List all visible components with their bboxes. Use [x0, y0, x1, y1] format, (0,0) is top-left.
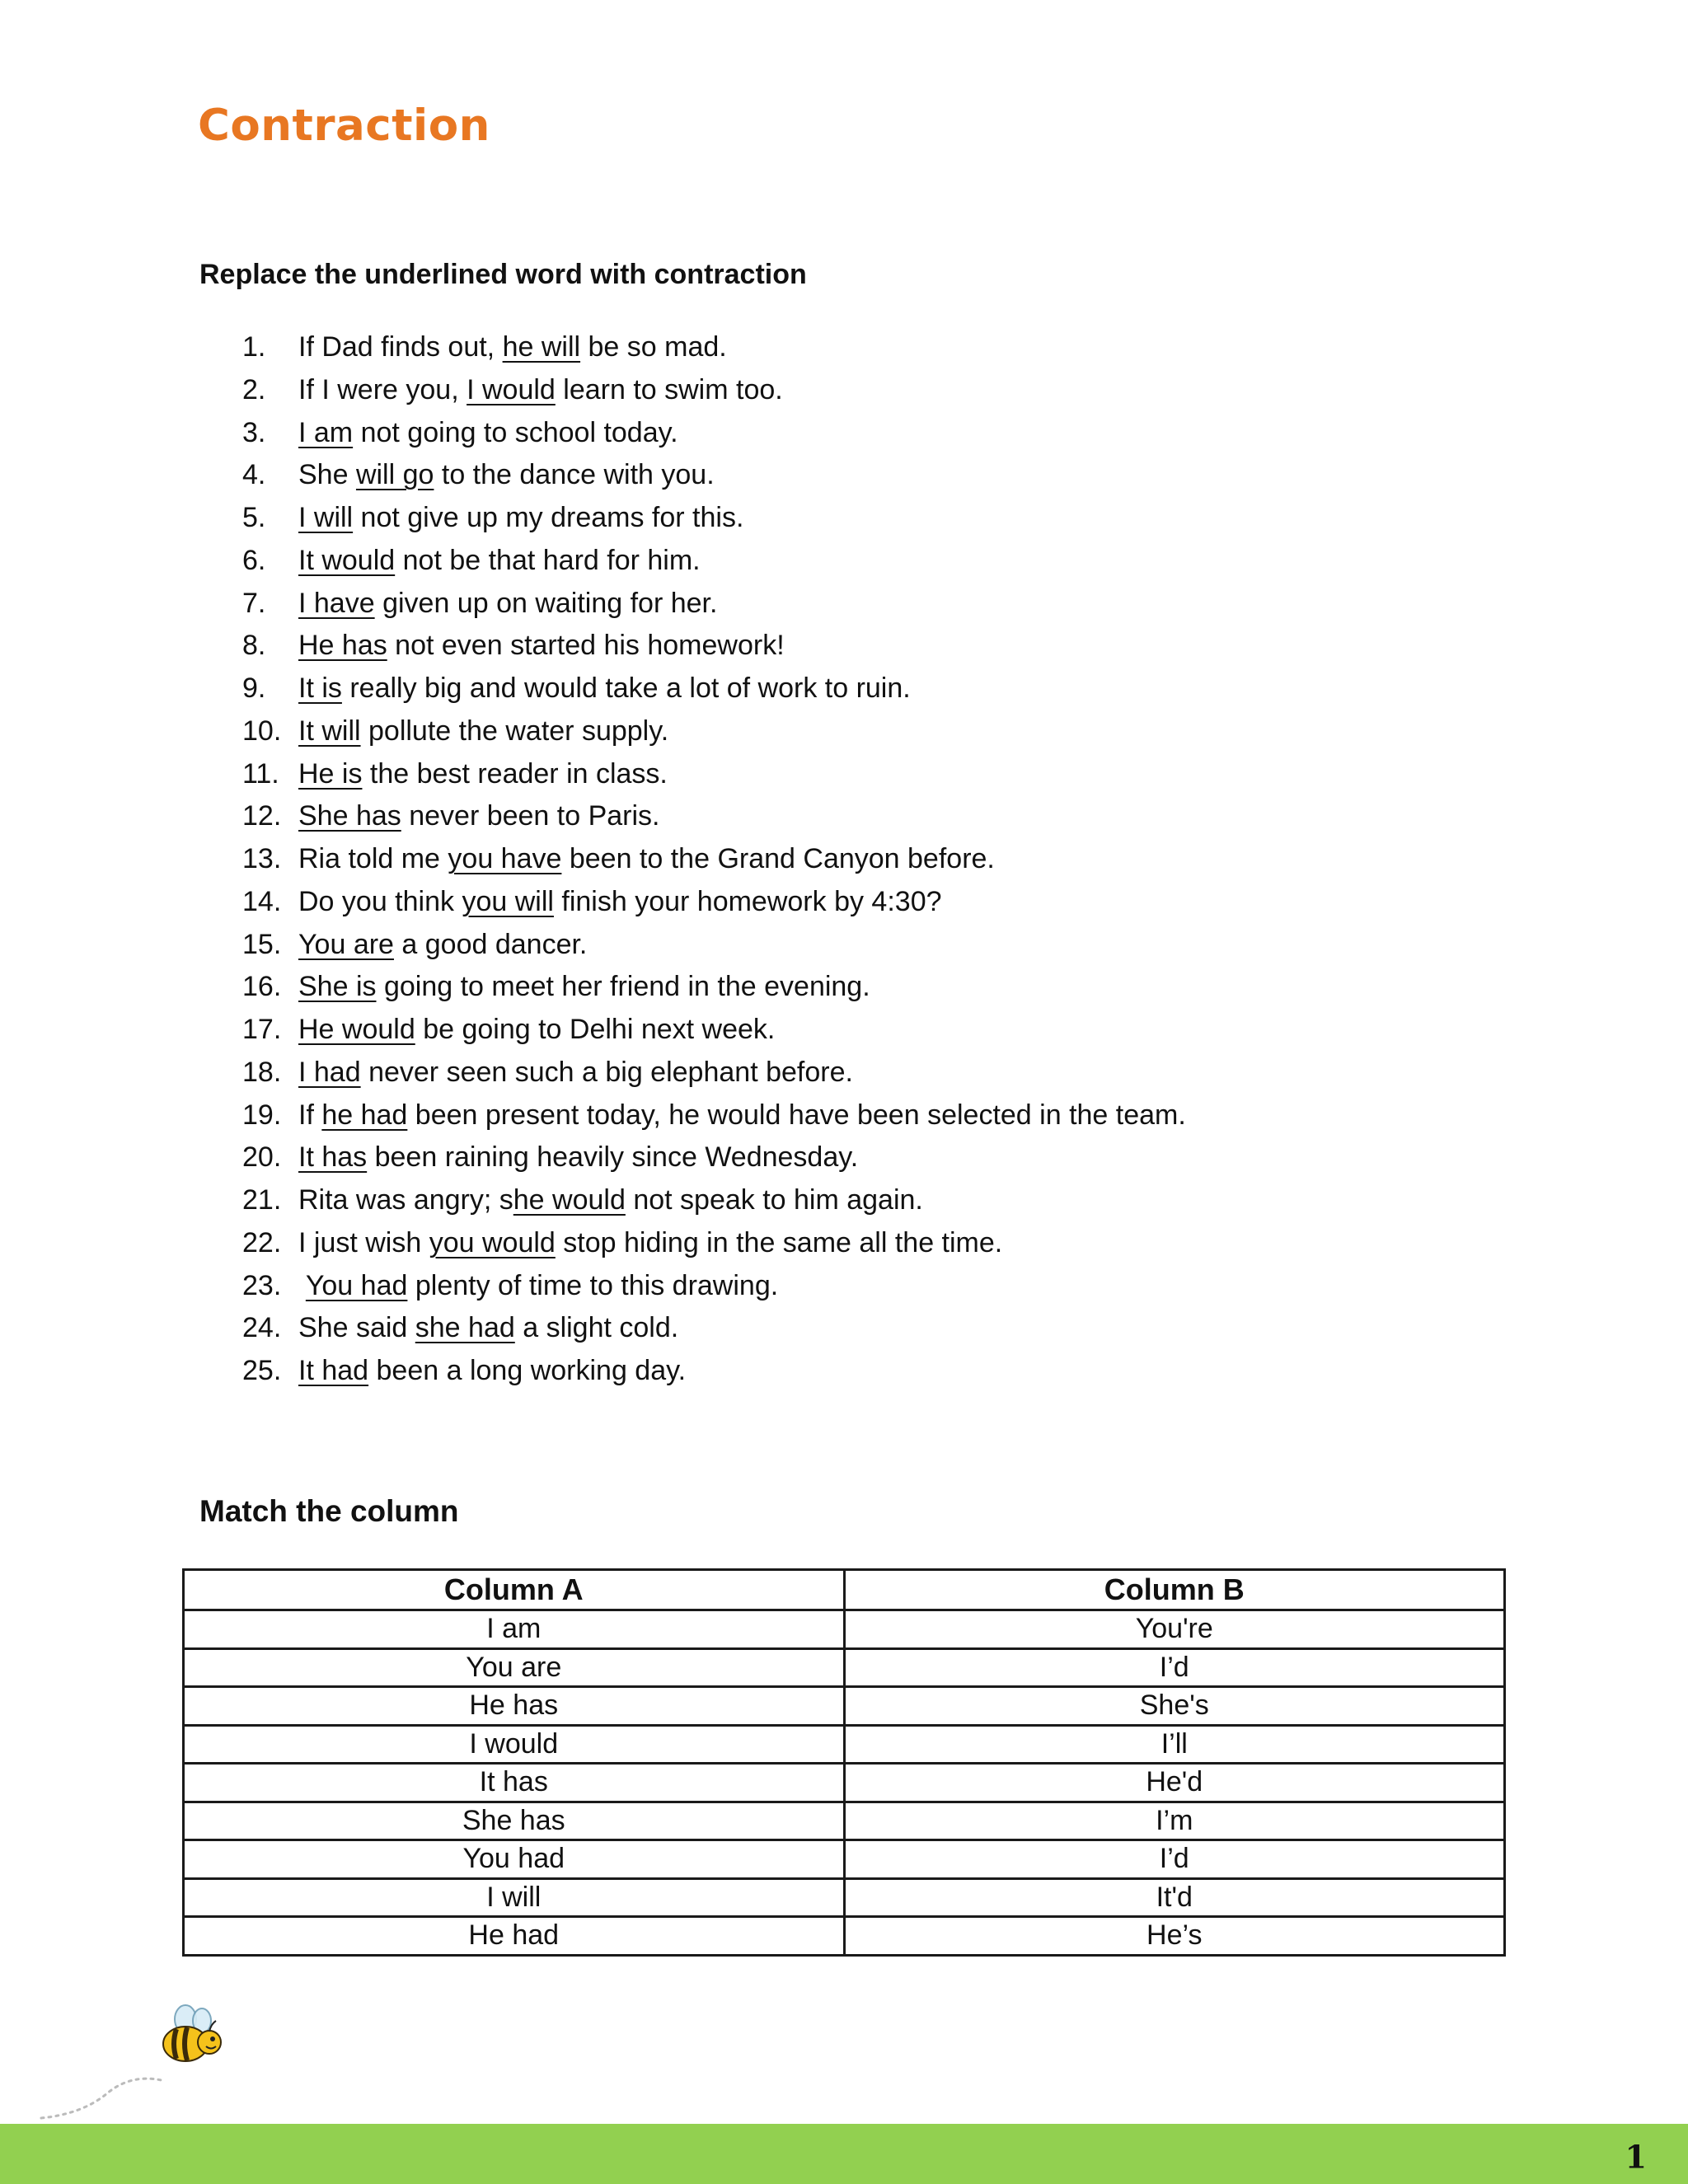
- list-item: [242, 1009, 1186, 1052]
- text-after: the best reader in class.: [362, 757, 668, 790]
- bee-icon: [33, 2003, 223, 2126]
- column-a-cell: You had: [184, 1840, 845, 1879]
- column-b-cell: I’d: [844, 1840, 1505, 1879]
- underlined-phrase: you would: [429, 1226, 556, 1258]
- list-item: [242, 326, 1186, 369]
- underlined-phrase: He would: [298, 1014, 415, 1045]
- text-before: Ria told me: [298, 843, 448, 874]
- table-row: [184, 1725, 1505, 1764]
- table-row: [184, 1687, 1505, 1726]
- item-number: 3.: [242, 416, 266, 448]
- footer-bar: [0, 2124, 1688, 2184]
- column-a-cell: She has: [184, 1802, 845, 1840]
- column-a-cell: He has: [184, 1687, 845, 1726]
- underlined-phrase: he will: [502, 331, 581, 363]
- item-number: 16.: [242, 971, 282, 1003]
- list-item: [242, 583, 1186, 626]
- item-number: 10.: [242, 715, 282, 747]
- list-item: [242, 924, 1186, 967]
- underlined-phrase: You are: [298, 928, 394, 960]
- underlined-phrase: He is: [298, 757, 363, 790]
- sentence-list: [242, 326, 1186, 1393]
- text-after: be so mad.: [580, 331, 727, 363]
- text-after: plenty of time to this drawing.: [407, 1269, 779, 1301]
- item-number: 15.: [242, 928, 282, 960]
- column-b-cell: I’ll: [844, 1725, 1505, 1764]
- text-before: She said: [298, 1312, 415, 1344]
- text-after: been raining heavily since Wednesday.: [367, 1141, 859, 1174]
- list-item: [242, 1137, 1186, 1179]
- text-after: given up on waiting for her.: [374, 587, 718, 619]
- list-item: [242, 1052, 1186, 1094]
- item-number: 20.: [242, 1141, 282, 1174]
- item-number: 23.: [242, 1269, 282, 1301]
- item-number: 12.: [242, 800, 282, 832]
- text-after: not speak to him again.: [625, 1184, 923, 1216]
- list-item: [242, 1307, 1186, 1350]
- column-b-cell: She's: [844, 1687, 1505, 1726]
- item-number: 6.: [242, 544, 266, 576]
- text-after: finish your homework by 4:30?: [553, 885, 942, 917]
- column-b-cell: I’m: [844, 1802, 1505, 1840]
- column-b-cell: I’d: [844, 1648, 1505, 1687]
- underlined-phrase: she had: [415, 1312, 515, 1344]
- item-number: 17.: [242, 1014, 282, 1045]
- text-after: never seen such a big elephant before.: [360, 1056, 853, 1088]
- item-number: 22.: [242, 1226, 282, 1258]
- underlined-phrase: I would: [467, 373, 556, 405]
- underlined-phrase: You had: [305, 1269, 408, 1301]
- column-a-cell: It has: [184, 1764, 845, 1802]
- text-after: a slight cold.: [514, 1312, 679, 1344]
- underlined-phrase: It would: [298, 544, 396, 576]
- text-before: Rita was angry; s: [298, 1184, 513, 1216]
- item-number: 8.: [242, 630, 266, 662]
- text-before: I just wish: [298, 1226, 429, 1258]
- column-b-cell: He'd: [844, 1764, 1505, 1802]
- list-item: [242, 497, 1186, 540]
- list-item: [242, 1222, 1186, 1265]
- item-number: 25.: [242, 1355, 282, 1386]
- underlined-phrase: I had: [298, 1056, 361, 1088]
- table-row: [184, 1610, 1505, 1649]
- instructions-heading: Replace the underlined word with contraction: [199, 259, 807, 290]
- column-b-cell: He’s: [844, 1917, 1505, 1956]
- table-row: [184, 1917, 1505, 1956]
- text-after: not even started his homework!: [387, 630, 785, 662]
- match-heading: Match the column: [199, 1494, 459, 1528]
- text-after: going to meet her friend in the evening.: [376, 971, 870, 1003]
- underlined-phrase: It has: [298, 1141, 368, 1174]
- text-after: been present today, he would have been selected in the team.: [407, 1099, 1186, 1131]
- item-number: 13.: [242, 843, 282, 874]
- text-before: If: [298, 1099, 322, 1131]
- list-item: [242, 369, 1186, 412]
- list-item: [242, 540, 1186, 583]
- text-after: been a long working day.: [368, 1355, 687, 1386]
- list-item: [242, 625, 1186, 668]
- column-a-cell: I will: [184, 1878, 845, 1917]
- table-row: [184, 1764, 1505, 1802]
- text-after: a good dancer.: [393, 928, 588, 960]
- column-a-cell: He had: [184, 1917, 845, 1956]
- match-table: [182, 1568, 1506, 1957]
- list-item: [242, 454, 1186, 497]
- column-a-cell: I would: [184, 1725, 845, 1764]
- text-after: never been to Paris.: [401, 800, 660, 832]
- table-row: [184, 1878, 1505, 1917]
- column-b-cell: It'd: [844, 1878, 1505, 1917]
- page-title: Contraction: [198, 101, 490, 151]
- list-item: [242, 966, 1186, 1009]
- text-after: not be that hard for him.: [395, 544, 701, 576]
- underlined-phrase: She has: [298, 800, 401, 832]
- column-a-cell: I am: [184, 1610, 845, 1649]
- text-after: stop hiding in the same all the time.: [555, 1226, 1003, 1258]
- item-number: 1.: [242, 331, 266, 363]
- list-item: [242, 795, 1186, 838]
- underlined-phrase: he would: [513, 1184, 626, 1216]
- text-after: not give up my dreams for this.: [353, 502, 744, 533]
- list-item: [242, 710, 1186, 753]
- underlined-phrase: It is: [298, 673, 342, 704]
- underlined-phrase: It will: [298, 715, 361, 747]
- text-after: really big and would take a lot of work to ruin.: [341, 673, 911, 704]
- list-item: [242, 753, 1186, 796]
- item-number: 11.: [242, 757, 279, 790]
- text-after: been to the Grand Canyon before.: [561, 843, 995, 874]
- text-before: [298, 1270, 306, 1301]
- table-row: [184, 1840, 1505, 1879]
- list-item: [242, 668, 1186, 710]
- text-after: pollute the water supply.: [360, 715, 669, 747]
- item-number: 2.: [242, 373, 266, 405]
- underlined-phrase: He has: [298, 630, 387, 662]
- column-b-cell: You're: [844, 1610, 1505, 1649]
- item-number: 24.: [242, 1312, 282, 1344]
- item-number: 9.: [242, 673, 266, 704]
- list-item: [242, 1179, 1186, 1222]
- text-after: be going to Delhi next week.: [415, 1014, 776, 1045]
- underlined-phrase: I have: [298, 587, 375, 619]
- column-a-header: Column A: [184, 1570, 845, 1610]
- underlined-phrase: She is: [298, 971, 377, 1003]
- page-number: 1: [1625, 2138, 1647, 2176]
- table-row: [184, 1802, 1505, 1840]
- underlined-phrase: It had: [298, 1355, 369, 1386]
- underlined-phrase: you have: [448, 843, 562, 874]
- underlined-phrase: I will: [298, 502, 354, 533]
- text-before: She: [298, 459, 356, 491]
- item-number: 5.: [242, 502, 266, 533]
- underlined-phrase: will go: [355, 459, 434, 491]
- underlined-phrase: he had: [321, 1099, 408, 1131]
- list-item: [242, 1350, 1186, 1393]
- text-after: learn to swim too.: [555, 373, 783, 405]
- text-before: If Dad finds out,: [298, 331, 503, 363]
- column-b-header: Column B: [844, 1570, 1505, 1610]
- item-number: 4.: [242, 459, 266, 491]
- table-header-row: [184, 1570, 1505, 1610]
- text-before: If I were you,: [298, 373, 467, 405]
- item-number: 14.: [242, 885, 282, 917]
- text-after: not going to school today.: [353, 416, 678, 448]
- list-item: [242, 412, 1186, 455]
- item-number: 18.: [242, 1056, 282, 1088]
- underlined-phrase: I am: [298, 416, 354, 448]
- column-a-cell: You are: [184, 1648, 845, 1687]
- item-number: 19.: [242, 1099, 282, 1131]
- table-row: [184, 1648, 1505, 1687]
- item-number: 7.: [242, 587, 266, 619]
- item-number: 21.: [242, 1184, 282, 1216]
- text-after: to the dance with you.: [434, 459, 715, 491]
- list-item: [242, 1265, 1186, 1308]
- text-before: Do you think: [298, 885, 462, 917]
- list-item: [242, 1094, 1186, 1137]
- list-item: [242, 881, 1186, 924]
- list-item: [242, 838, 1186, 881]
- underlined-phrase: you will: [462, 885, 554, 917]
